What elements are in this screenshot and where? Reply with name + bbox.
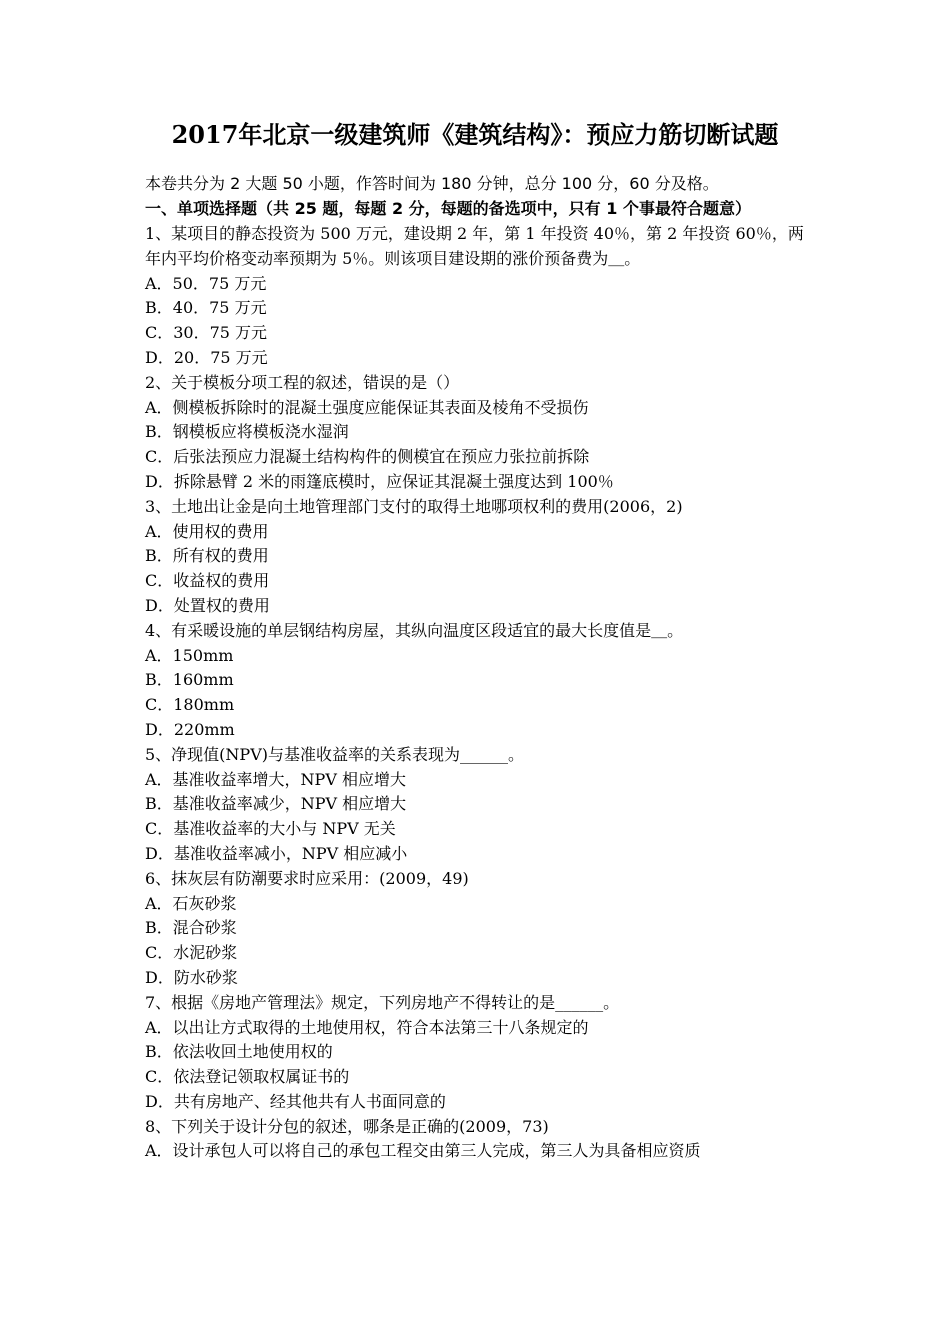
option-b: B．基准收益率减少，NPV 相应增大 [145, 794, 407, 814]
option-b: B．钢模板应将模板浇水湿润 [145, 422, 349, 442]
question-text: 7、根据《房地产管理法》规定，下列房地产不得转让的是______。 [145, 992, 620, 1012]
option-b: B．依法收回土地使用权的 [145, 1042, 333, 1062]
option-d: D．处置权的费用 [145, 595, 270, 615]
option-c: C．30．75 万元 [145, 323, 268, 343]
question-7 [145, 991, 813, 1115]
option-a: A．150mm [145, 645, 234, 665]
option-c: C．收益权的费用 [145, 571, 270, 591]
question-text: 4、有采暖设施的单层钢结构房屋，其纵向温度区段适宜的最大长度值是＿。 [145, 620, 684, 640]
option-d: D．20．75 万元 [145, 347, 268, 367]
option-b: B．40．75 万元 [145, 298, 267, 318]
option-c: C．180mm [145, 695, 235, 715]
question-text: 8、下列关于设计分包的叙述，哪条是正确的(2009，73) [145, 1116, 549, 1136]
option-c: C．依法登记领取权属证书的 [145, 1067, 350, 1087]
question-text: 3、土地出让金是向土地管理部门支付的取得土地哪项权利的费用(2006，2) [145, 496, 683, 516]
question-text: 2、关于模板分项工程的叙述，错误的是（） [145, 372, 460, 392]
option-a: A．使用权的费用 [145, 521, 269, 541]
option-d: D．220mm [145, 719, 235, 739]
option-d: D．共有房地产、经其他共有人书面同意的 [145, 1091, 446, 1111]
option-a: A．50．75 万元 [145, 273, 267, 293]
document-title: 2017年北京一级建筑师《建筑结构》：预应力筋切断试题 [171, 120, 779, 149]
document-body [145, 172, 813, 1164]
option-a: A．侧模板拆除时的混凝土强度应能保证其表面及棱角不受损伤 [145, 397, 589, 417]
question-1 [145, 222, 813, 371]
exam-intro: 本卷共分为 2 大题 50 小题，作答时间为 180 分钟，总分 100 分，60 分及格。 [145, 174, 719, 193]
option-b: B．混合砂浆 [145, 918, 237, 938]
question-6 [145, 867, 813, 991]
option-d: D．基准收益率减小，NPV 相应减小 [145, 843, 408, 863]
option-c: C．水泥砂浆 [145, 943, 238, 963]
option-a: A．石灰砂浆 [145, 893, 237, 913]
option-a: A．以出让方式取得的土地使用权，符合本法第三十八条规定的 [145, 1017, 589, 1037]
option-d: D．防水砂浆 [145, 967, 238, 987]
question-3 [145, 495, 813, 619]
question-list [145, 222, 813, 1164]
option-c: C．基准收益率的大小与 NPV 无关 [145, 819, 396, 839]
option-a: A．设计承包人可以将自己的承包工程交由第三人完成，第三人为具备相应资质 [145, 1141, 701, 1161]
question-text: 5、净现值(NPV)与基准收益率的关系表现为______。 [145, 744, 524, 764]
option-c: C．后张法预应力混凝土结构构件的侧模宜在预应力张拉前拆除 [145, 447, 590, 467]
option-b: B．160mm [145, 670, 234, 690]
question-8 [145, 1115, 813, 1165]
question-5 [145, 743, 813, 867]
question-text: 6、抹灰层有防潮要求时应采用：(2009，49) [145, 868, 469, 888]
question-text: 1、某项目的静态投资为 500 万元，建设期 2 年，第 1 年投资 40％，第 2 年投资 60％，两年内平均价格变动率预期为 5％。则该项目建设期的涨价预备费为＿。 [145, 224, 804, 268]
question-4 [145, 619, 813, 743]
section-heading: 一、单项选择题（共 25 题，每题 2 分，每题的备选项中，只有 1 个事最符合题意） [145, 199, 751, 218]
option-d: D．拆除悬臂 2 米的雨篷底模时，应保证其混凝土强度达到 100％ [145, 471, 614, 491]
question-2 [145, 371, 813, 495]
option-a: A．基准收益率增大，NPV 相应增大 [145, 769, 406, 789]
option-b: B．所有权的费用 [145, 546, 269, 566]
